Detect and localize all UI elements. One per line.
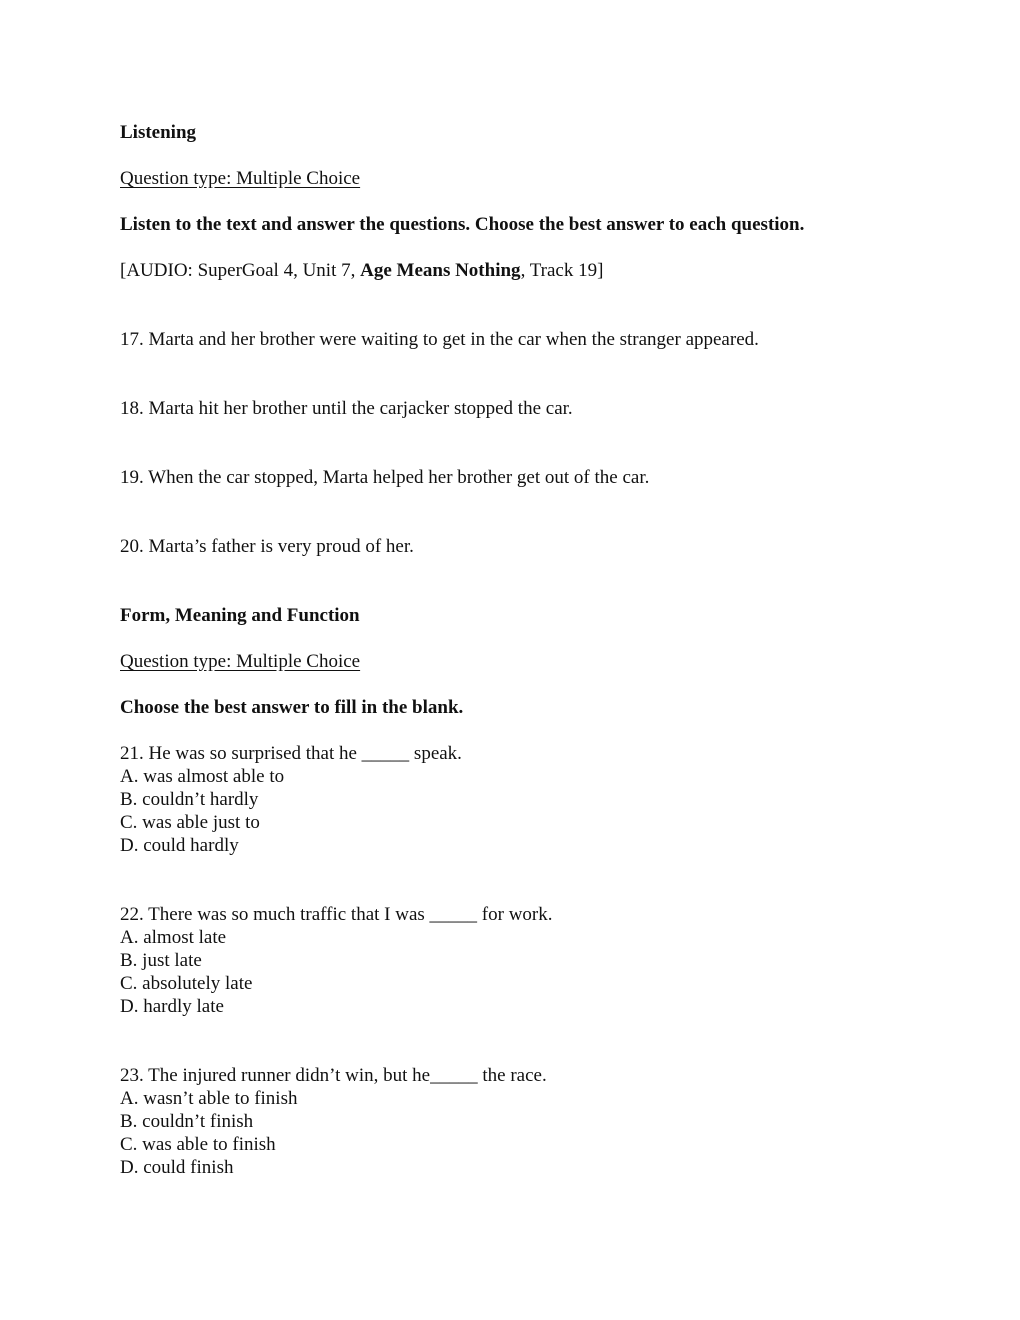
form-meaning-instruction: Choose the best answer to fill in the blank. bbox=[120, 697, 464, 718]
question-stem: 22. There was so much traffic that I was _____ for work. bbox=[120, 904, 553, 925]
option-b: B. couldn’t finish bbox=[120, 1111, 254, 1132]
form-meaning-question-type: Question type: Multiple Choice bbox=[120, 651, 361, 672]
question-23 bbox=[120, 1064, 547, 1179]
audio-reference bbox=[120, 259, 603, 282]
listening-instruction: Listen to the text and answer the questions. Choose the best answer to each question. bbox=[120, 214, 805, 235]
audio-title: Age Means Nothing bbox=[360, 260, 521, 281]
option-d: D. hardly late bbox=[120, 996, 224, 1017]
listening-heading: Listening bbox=[120, 122, 197, 143]
option-c: C. was able to finish bbox=[120, 1134, 276, 1155]
option-a: A. wasn’t able to finish bbox=[120, 1088, 298, 1109]
question-stem: 21. He was so surprised that he _____ speak. bbox=[120, 743, 462, 764]
form-meaning-heading: Form, Meaning and Function bbox=[120, 605, 360, 626]
option-c: C. was able just to bbox=[120, 812, 260, 833]
audio-prefix: [AUDIO: SuperGoal 4, Unit 7, bbox=[120, 260, 361, 281]
option-c: C. absolutely late bbox=[120, 973, 253, 994]
option-b: B. just late bbox=[120, 950, 202, 971]
listening-question-type: Question type: Multiple Choice bbox=[120, 168, 361, 189]
option-d: D. could finish bbox=[120, 1157, 234, 1178]
question-22 bbox=[120, 903, 553, 1018]
audio-suffix: , Track 19] bbox=[520, 260, 604, 281]
statement-17: 17. Marta and her brother were waiting to get in the car when the stranger appeared. bbox=[120, 329, 759, 350]
statement-20: 20. Marta’s father is very proud of her. bbox=[120, 536, 414, 557]
document-page bbox=[120, 0, 920, 1320]
question-stem: 23. The injured runner didn’t win, but he_____ the race. bbox=[120, 1065, 547, 1086]
statement-18: 18. Marta hit her brother until the carjacker stopped the car. bbox=[120, 398, 573, 419]
statement-19: 19. When the car stopped, Marta helped her brother get out of the car. bbox=[120, 467, 650, 488]
option-d: D. could hardly bbox=[120, 835, 239, 856]
option-a: A. almost late bbox=[120, 927, 227, 948]
question-21 bbox=[120, 742, 462, 857]
option-a: A. was almost able to bbox=[120, 766, 285, 787]
option-b: B. couldn’t hardly bbox=[120, 789, 259, 810]
